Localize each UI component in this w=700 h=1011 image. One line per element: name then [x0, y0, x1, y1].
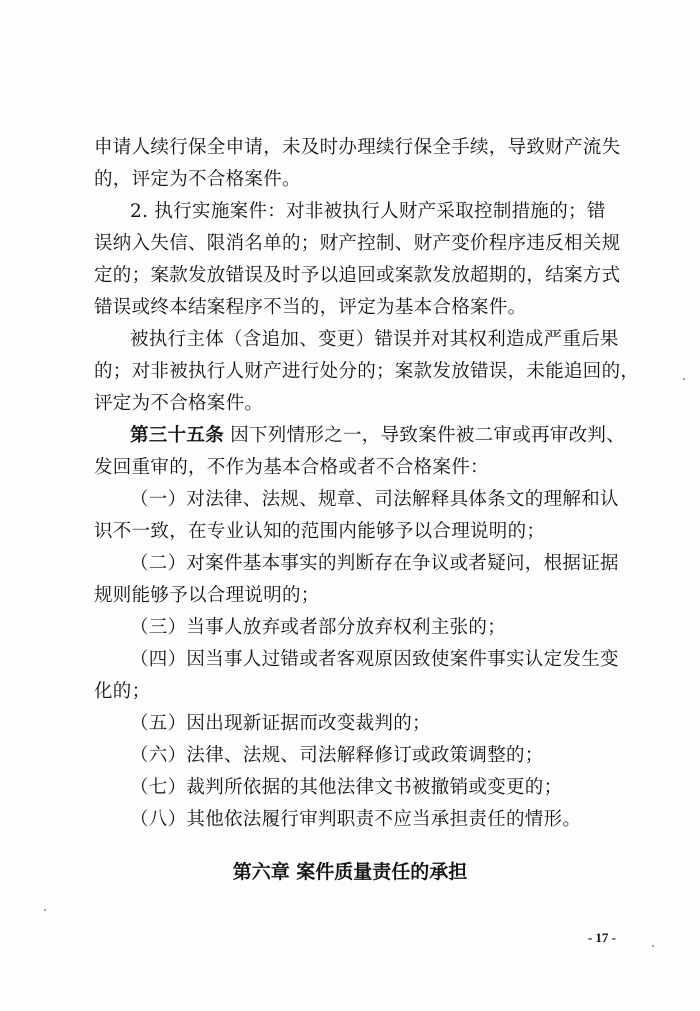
body-line: 2. 执行实施案件：对非被执行人财产采取控制措施的；错	[130, 201, 606, 222]
scan-speck	[683, 378, 685, 380]
list-item: （四）因当事人过错或者客观原因致使案件事实认定发生变	[130, 649, 619, 670]
body-line: 定的；案款发放错误及时予以追回或案款发放超期的，结案方式	[94, 265, 621, 286]
scan-speck	[44, 909, 46, 911]
body-line: 发回重审的，不作为基本合格或者不合格案件：	[94, 457, 489, 478]
list-item: （八）其他依法履行审判职责不应当承担责任的情形。	[130, 809, 582, 830]
body-line: 的，评定为不合格案件。	[94, 169, 301, 190]
list-item: （六）法律、法规、司法解释修订或政策调整的；	[130, 745, 544, 766]
body-line: 评定为不合格案件。	[94, 393, 264, 414]
body-line: 错误或终本结案程序不当的，评定为基本合格案件。	[94, 297, 527, 318]
list-item: （一）对法律、法规、规章、司法解释具体条文的理解和认	[130, 489, 619, 510]
list-item: （五）因出现新证据而改变裁判的；	[130, 713, 431, 734]
list-item-continuation: 识不一致，在专业认知的范围内能够予以合理说明的；	[94, 521, 546, 542]
scan-speck	[652, 945, 654, 947]
article-text: 因下列情形之一，导致案件被二审或再审改判、	[230, 425, 626, 446]
list-item: （七）裁判所依据的其他法律文书被撤销或变更的；	[130, 777, 563, 798]
article-heading: 第三十五条	[130, 425, 225, 446]
chapter-title: 第六章 案件质量责任的承担	[232, 861, 468, 883]
article-35-line	[130, 424, 625, 448]
list-item: （三）当事人放弃或者部分放弃权利主张的；	[130, 617, 507, 638]
body-line: 误纳入失信、限消名单的；财产控制、财产变价程序违反相关规	[94, 233, 621, 254]
body-line: 被执行主体（含追加、变更）错误并对其权利造成严重后果	[130, 329, 619, 350]
list-item-continuation: 化的；	[94, 681, 151, 702]
page-number: - 17 -	[587, 930, 616, 945]
body-line: 的；对非被执行人财产进行处分的；案款发放错误，未能追回的，	[94, 361, 640, 382]
list-item: （二）对案件基本事实的判断存在争议或者疑问，根据证据	[130, 553, 619, 574]
list-item-continuation: 规则能够予以合理说明的；	[94, 585, 320, 606]
body-line: 申请人续行保全申请，未及时办理续行保全手续，导致财产流失	[94, 137, 621, 158]
